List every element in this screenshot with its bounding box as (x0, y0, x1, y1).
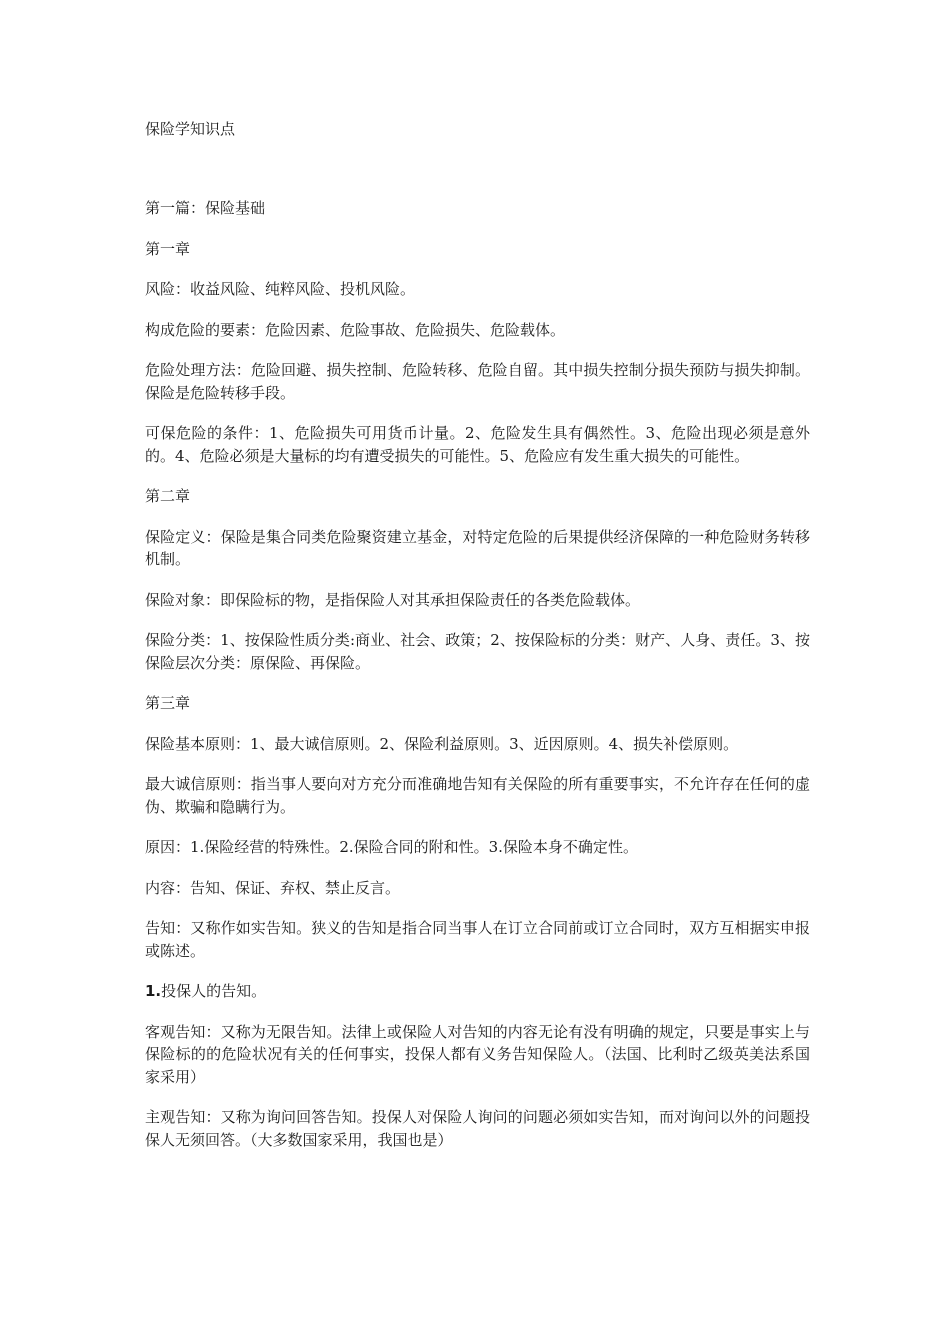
paragraph-insurable-risk: 可保危险的条件：1、危险损失可用货币计量。2、危险发生具有偶然性。3、危险出现必须是意外的。4、危险必须是大量标的均有遭受损失的可能性。5、危险应有发生重大损失的可能性。 (145, 424, 810, 465)
paragraph-insurance-definition: 保险定义：保险是集合同类危险聚资建立基金，对特定危险的后果提供经济保障的一种危险财务转移机制。 (145, 527, 810, 568)
paragraph-text: 投保人的告知。 (161, 982, 267, 1000)
paragraph-utmost-good-faith: 最大诚信原则：指当事人要向对方充分而准确地告知有关保险的所有重要事实，不允许存在任何的虚伪、欺骗和隐瞒行为。 (145, 775, 810, 816)
paragraph-reasons: 原因：1.保险经营的特殊性。2.保险合同的附和性。3.保险本身不确定性。 (145, 838, 638, 856)
paragraph-subjective-disclosure: 主观告知：又称为询问回答告知。投保人对保险人询问的问题必须如实告知，而对询问以外的问题投保人无须回答。（大多数国家采用，我国也是） (145, 1108, 810, 1149)
document-title: 保险学知识点 (145, 120, 236, 138)
paragraph-risk-handling: 危险处理方法：危险回避、损失控制、危险转移、危险自留。其中损失控制分损失预防与损失抑制。保险是危险转移手段。 (145, 361, 810, 402)
list-number: 1. (145, 982, 162, 1000)
part-heading: 第一篇：保险基础 (145, 199, 266, 217)
paragraph-insurance-object: 保险对象：即保险标的物，是指保险人对其承担保险责任的各类危险载体。 (145, 590, 641, 609)
paragraph-risk-elements: 构成危险的要素：危险因素、危险事故、危险损失、危险载体。 (145, 320, 566, 339)
paragraph-insurance-classification: 保险分类：1、按保险性质分类:商业、社会、政策；2、按保险标的分类：财产、人身、责任。3、按保险层次分类：原保险、再保险。 (145, 631, 810, 672)
chapter-heading: 第三章 (145, 694, 191, 712)
chapter-heading: 第二章 (145, 487, 191, 505)
paragraph-basic-principles: 保险基本原则：1、最大诚信原则。2、保险利益原则。3、近因原则。4、损失补偿原则。 (145, 734, 739, 753)
document-body (145, 197, 810, 1169)
paragraph-objective-disclosure: 客观告知：又称为无限告知。法律上或保险人对告知的内容无论有没有明确的规定，只要是事实上与保险标的的危险状况有关的任何事实，投保人都有义务告知保险人。（法国、比利时乙级英美法系国家采用） (145, 1022, 810, 1086)
paragraph-contents: 内容：告知、保证、弃权、禁止反言。 (145, 878, 401, 897)
paragraph-disclosure: 告知：又称作如实告知。狭义的告知是指合同当事人在订立合同前或订立合同时，双方互相据实申报或陈述。 (145, 919, 810, 960)
chapter-heading: 第一章 (145, 239, 191, 258)
paragraph-applicant-disclosure (145, 980, 810, 1003)
paragraph-risk-types: 风险：收益风险、纯粹风险、投机风险。 (145, 280, 416, 298)
